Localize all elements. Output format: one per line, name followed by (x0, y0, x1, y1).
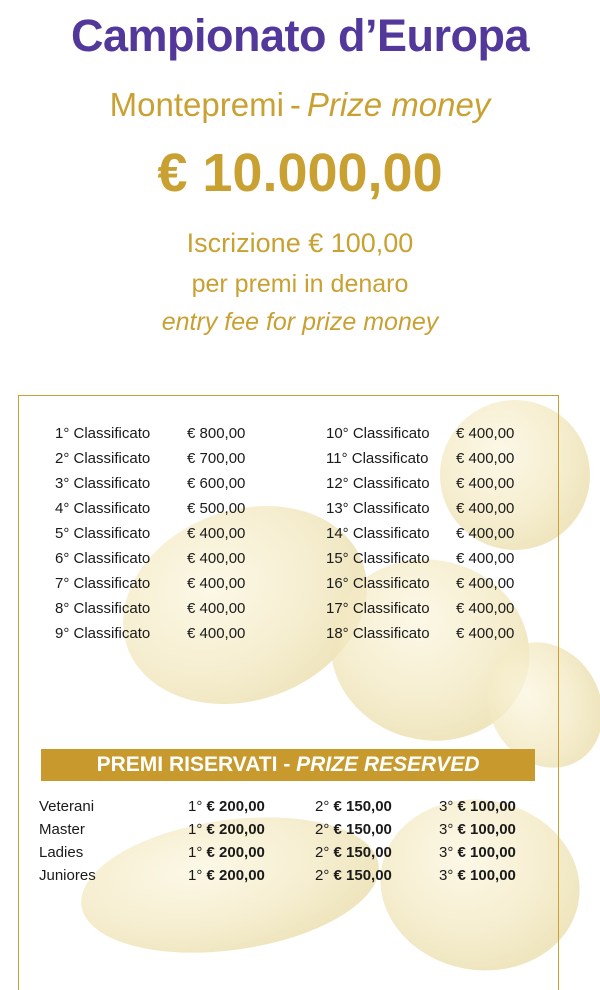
place-label: 11° Classificato (326, 450, 429, 467)
second-amount: € 150,00 (333, 798, 392, 815)
third-amount: € 100,00 (457, 798, 516, 815)
prize-row (326, 625, 430, 642)
prize-amount (456, 425, 514, 442)
entry-fee-purpose: per premi in denaro (191, 270, 409, 298)
amount-value: € 400,00 (456, 500, 515, 517)
third-amount: € 100,00 (457, 867, 516, 884)
reserved-first (188, 867, 265, 884)
banner-separator: - (283, 753, 291, 776)
reserved-category (39, 867, 96, 884)
subtitle-italian: Montepremi (109, 86, 284, 123)
reserved-first (188, 798, 265, 815)
place-label: 5° Classificato (55, 525, 151, 542)
prize-amount (187, 600, 245, 617)
prize-row (326, 550, 430, 567)
reserved-second (315, 844, 392, 861)
reserved-second (315, 867, 392, 884)
place-label: 7° Classificato (55, 575, 151, 592)
third-prefix: 3° (439, 821, 454, 838)
prize-amount (456, 525, 514, 542)
reserved-third (439, 798, 516, 815)
prize-amount (456, 625, 514, 642)
amount-value: € 400,00 (456, 625, 515, 642)
place-label: 8° Classificato (55, 600, 151, 617)
place-label: 9° Classificato (55, 625, 151, 642)
prize-row (55, 425, 150, 442)
banner-italian: PREMI RISERVATI (96, 753, 278, 776)
page-subtitle (0, 86, 600, 124)
place-label: 15° Classificato (326, 550, 430, 567)
amount-value: € 400,00 (456, 425, 515, 442)
amount-value: € 400,00 (187, 550, 246, 567)
reserved-category (39, 844, 83, 861)
place-label: 16° Classificato (326, 575, 430, 592)
amount-value: € 400,00 (456, 600, 515, 617)
amount-value: € 400,00 (187, 575, 246, 592)
place-label: 13° Classificato (326, 500, 430, 517)
place-label: 6° Classificato (55, 550, 151, 567)
prize-amount (187, 625, 245, 642)
first-amount: € 200,00 (206, 867, 265, 884)
second-prefix: 2° (315, 867, 330, 884)
amount-value: € 400,00 (456, 450, 515, 467)
place-label: 10° Classificato (326, 425, 430, 442)
prize-row (326, 525, 430, 542)
banner-english: PRIZE RESERVED (296, 753, 480, 776)
prize-amount (456, 575, 514, 592)
second-prefix: 2° (315, 821, 330, 838)
amount-value: € 600,00 (187, 475, 246, 492)
first-amount: € 200,00 (206, 821, 265, 838)
prize-amount (187, 575, 245, 592)
place-label: 3° Classificato (55, 475, 151, 492)
prize-amount (187, 450, 245, 467)
third-prefix: 3° (439, 867, 454, 884)
second-amount: € 150,00 (333, 821, 392, 838)
third-amount: € 100,00 (457, 821, 516, 838)
amount-value: € 400,00 (456, 475, 515, 492)
prize-amount (456, 450, 514, 467)
prize-row (55, 600, 150, 617)
prize-amount (187, 500, 245, 517)
reserved-category (39, 821, 85, 838)
prize-amount (456, 600, 514, 617)
category-label: Master (39, 821, 85, 838)
total-prize-amount: € 10.000,00 (157, 143, 443, 203)
prize-row (326, 600, 430, 617)
prize-row (55, 525, 150, 542)
prize-amount (187, 475, 245, 492)
place-label: 4° Classificato (55, 500, 151, 517)
amount-value: € 400,00 (187, 525, 246, 542)
amount-value: € 500,00 (187, 500, 246, 517)
category-label: Juniores (39, 867, 96, 884)
subtitle-english: Prize money (306, 86, 491, 123)
prize-row (55, 575, 150, 592)
page-title: Campionato d’Europa (70, 10, 529, 61)
prize-row (326, 575, 430, 592)
amount-value: € 400,00 (187, 625, 246, 642)
third-prefix: 3° (439, 844, 454, 861)
reserved-third (439, 867, 516, 884)
first-amount: € 200,00 (206, 798, 265, 815)
entry-fee-english: entry fee for prize money (161, 308, 439, 336)
prize-amount (456, 475, 514, 492)
third-prefix: 3° (439, 798, 454, 815)
reserved-second (315, 798, 392, 815)
first-prefix: 1° (188, 798, 203, 815)
first-prefix: 1° (188, 867, 203, 884)
first-amount: € 200,00 (206, 844, 265, 861)
place-label: 18° Classificato (326, 625, 430, 642)
prize-row (326, 450, 428, 467)
reserved-third (439, 844, 516, 861)
reserved-second (315, 821, 392, 838)
entry-fee-line: Iscrizione € 100,00 (186, 228, 414, 258)
prize-amount (456, 500, 514, 517)
prize-row (326, 475, 430, 492)
prize-row (326, 500, 430, 517)
reserved-first (188, 821, 265, 838)
second-prefix: 2° (315, 844, 330, 861)
prize-row (55, 475, 150, 492)
prize-row (55, 500, 150, 517)
second-prefix: 2° (315, 798, 330, 815)
prize-amount (187, 525, 245, 542)
category-label: Veterani (39, 798, 95, 815)
reserved-third (439, 821, 516, 838)
subtitle-separator: - (289, 86, 301, 123)
second-amount: € 150,00 (333, 867, 392, 884)
amount-value: € 400,00 (456, 550, 515, 567)
place-label: 12° Classificato (326, 475, 430, 492)
amount-value: € 400,00 (187, 600, 246, 617)
prize-amount (187, 425, 245, 442)
reserved-prizes-banner (41, 749, 535, 781)
first-prefix: 1° (188, 821, 203, 838)
amount-value: € 800,00 (187, 425, 246, 442)
place-label: 17° Classificato (326, 600, 430, 617)
prize-row (55, 450, 150, 467)
prize-row (55, 625, 150, 642)
reserved-category (39, 798, 94, 815)
place-label: 1° Classificato (55, 425, 151, 442)
prize-row (326, 425, 430, 442)
amount-value: € 400,00 (456, 575, 515, 592)
prize-amount (187, 550, 245, 567)
amount-value: € 400,00 (456, 525, 515, 542)
place-label: 2° Classificato (55, 450, 151, 467)
reserved-first (188, 844, 265, 861)
first-prefix: 1° (188, 844, 203, 861)
third-amount: € 100,00 (457, 844, 516, 861)
prize-row (55, 550, 150, 567)
place-label: 14° Classificato (326, 525, 430, 542)
category-label: Ladies (39, 844, 84, 861)
amount-value: € 700,00 (187, 450, 246, 467)
prize-amount (456, 550, 514, 567)
second-amount: € 150,00 (333, 844, 392, 861)
